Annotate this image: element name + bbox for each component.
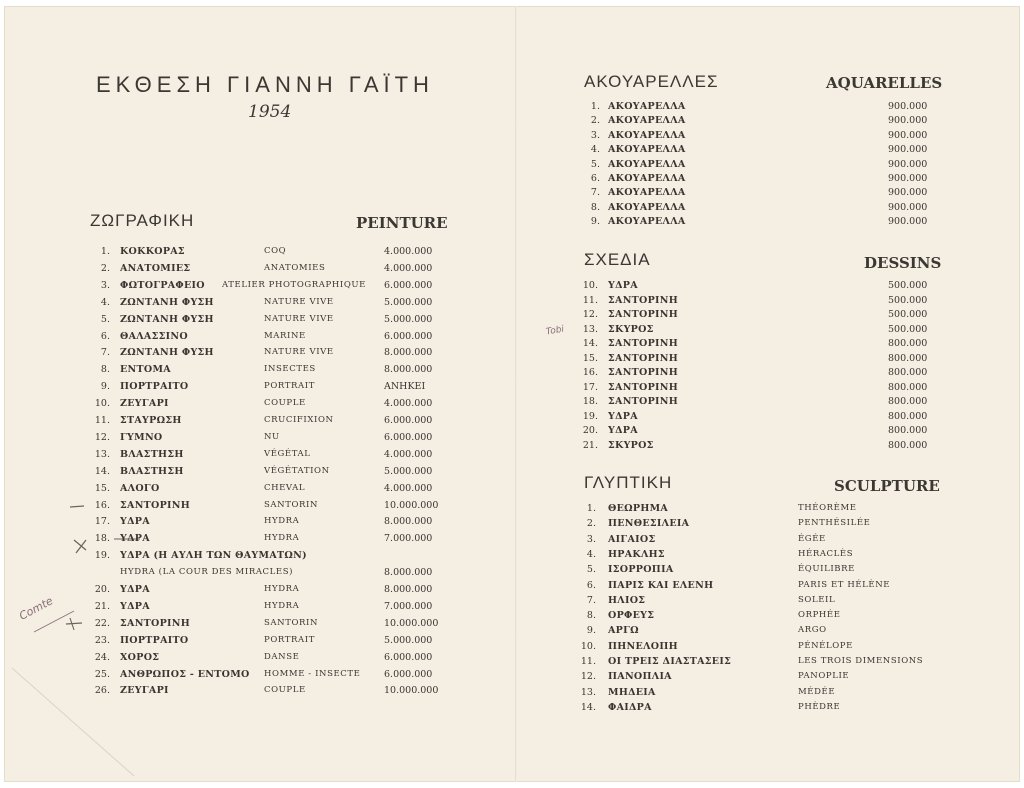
painting-greek-title: ΑΛΟΓΟ [120,483,160,494]
sculpture-row [4,549,1004,565]
sculpture-greek-title: ΑΙΓΑΙΟΣ [608,534,656,545]
painting-french-title: DANSE [264,652,300,662]
exhibition-price-list-sheet [4,6,1020,782]
painting-number: 19. [94,550,110,561]
watercolor-row [4,187,1004,203]
drawing-row [4,396,1004,412]
painting-price: 4.000.000 [384,398,433,409]
painting-greek-title: ΥΔΡΑ [120,533,150,544]
painting-french-title: NATURE VIVE [264,297,334,307]
painting-greek-title: ΓΥΜΝΟ [120,432,163,443]
painting-number: 21. [94,601,110,612]
drawing-row [4,280,1004,296]
drawing-number: 11. [582,295,598,306]
drawing-number: 16. [582,367,598,378]
painting-greek-title: ΥΔΡΑ [120,584,150,595]
sculpture-greek-title: ΙΣΟΡΡΟΠΙΑ [608,564,674,575]
painting-row [4,483,504,499]
drawing-price: 500.000 [888,280,928,291]
painting-number: 23. [94,635,110,646]
drawing-number: 21. [582,440,598,451]
painting-price: 6.000.000 [384,652,433,663]
sculpture-greek-title: ΗΡΑΚΛΗΣ [608,549,665,560]
sculpture-row [4,610,1004,626]
drawing-row [4,367,1004,383]
painting-price: 4.000.000 [384,449,433,460]
drawing-title: ΣΑΝΤΟΡΙΝΗ [608,396,679,407]
sculpture-number: 1. [586,503,596,514]
sculpture-row [4,595,1004,611]
painting-french-title: NATURE VIVE [264,347,334,357]
painting-french-title: HYDRA [264,584,300,594]
painting-number: 11. [94,415,110,426]
drawing-price: 800.000 [888,425,928,436]
drawing-number: 17. [582,382,598,393]
painting-number: 6. [100,331,110,342]
watercolors-heading-gr: ΑΚΟΥΑΡΕΛΛΕΣ [584,72,719,91]
drawing-price: 800.000 [888,396,928,407]
drawing-title: ΣΑΝΤΟΡΙΝΗ [608,382,679,393]
watercolor-row [4,144,1004,160]
sculpture-row [4,580,1004,596]
painting-number: 14. [94,466,110,477]
painting-greek-title: ΖΩΝΤΑΝΗ ΦΥΣΗ [120,314,214,325]
sculpture-number: 8. [586,610,596,621]
watercolor-price: 900.000 [888,159,928,170]
painting-number: 17. [94,516,110,527]
watercolor-price: 900.000 [888,130,928,141]
watercolors-heading-fr: AQUARELLES [826,74,943,92]
drawing-number: 13. [582,324,598,335]
painting-price: 6.000.000 [384,415,433,426]
sculpture-greek-title: ΠΑΝΟΠΛΙΑ [608,671,672,682]
sculpture-greek-title: ΟΙ ΤΡΕΙΣ ΔΙΑΣΤΑΣΕΙΣ [608,656,732,667]
painting-number: 20. [94,584,110,595]
painting-french-title: ATELIER PHOTOGRAPHIQUE [222,280,366,290]
drawing-title: ΣΑΝΤΟΡΙΝΗ [608,367,679,378]
painting-greek-title: ΖΩΝΤΑΝΗ ΦΥΣΗ [120,347,214,358]
painting-number: 1. [100,246,110,257]
painting-price: 10.000.000 [384,618,439,629]
sculpture-row [4,564,1004,580]
sculpture-french-title: ORPHÉE [798,610,841,620]
sculpture-greek-title: ΠΑΡΙΣ ΚΑΙ ΕΛΕΝΗ [608,580,714,591]
drawing-price: 500.000 [888,324,928,335]
watercolor-price: 900.000 [888,115,928,126]
painting-french-title: SANTORIN [264,500,319,510]
painting-french-title: COQ [264,246,287,256]
painting-heading-fr: PEINTURE [356,214,448,232]
watercolor-number: 9. [590,216,600,227]
watercolor-price: 900.000 [888,144,928,155]
sculpture-number: 7. [586,595,596,606]
painting-price: 5.000.000 [384,314,433,325]
sculpture-french-title: SOLEIL [798,595,836,605]
drawing-number: 14. [582,338,598,349]
painting-greek-title: ΧΟΡΟΣ [120,652,160,663]
drawings-heading-fr: DESSINS [864,254,942,272]
sculpture-number: 2. [586,518,596,529]
sculpture-french-title: ÉGÉE [798,534,826,544]
drawing-number: 15. [582,353,598,364]
painting-french-title: ANATOMIES [264,263,326,273]
painting-greek-title: ΚΟΚΚΟΡΑΣ [120,246,185,257]
painting-greek-title: ΖΕΥΓΑΡΙ [120,685,169,696]
painting-greek-title: ΥΔΡΑ [120,516,150,527]
painting-greek-title: ΑΝΑΤΟΜΙΕΣ [120,263,191,274]
drawing-title: ΥΔΡΑ [608,411,638,422]
painting-french-title: VÉGÉTATION [264,466,330,476]
painting-french-title: HOMME - INSECTE [264,669,361,679]
painting-number: 26. [94,685,110,696]
painting-price: 6.000.000 [384,331,433,342]
drawing-price: 800.000 [888,367,928,378]
painting-row [4,246,504,262]
painting-greek-title: ΣΑΝΤΟΡΙΝΗ [120,500,191,511]
painting-greek-title: ΣΤΑΥΡΩΣΗ [120,415,182,426]
painting-french-title: HYDRA (LA COUR DES MIRACLES) [120,567,294,577]
painting-greek-title: ΒΛΑΣΤΗΣΗ [120,466,184,477]
painting-price: 4.000.000 [384,246,433,257]
watercolor-number: 7. [590,187,600,198]
drawing-title: ΣΑΝΤΟΡΙΝΗ [608,338,679,349]
sculpture-row [4,656,1004,672]
painting-french-title: NATURE VIVE [264,314,334,324]
drawing-title: ΣΚΥΡΟΣ [608,324,654,335]
drawing-row [4,309,1004,325]
painting-heading-gr: ΖΩΓΡΑΦΙΚΗ [90,211,195,230]
painting-greek-title: ΖΩΝΤΑΝΗ ΦΥΣΗ [120,297,214,308]
drawing-title: ΣΑΝΤΟΡΙΝΗ [608,295,679,306]
painting-price: 5.000.000 [384,466,433,477]
sculpture-number: 14. [580,702,596,713]
painting-number: 25. [94,669,110,680]
painting-price: 4.000.000 [384,263,433,274]
painting-number: 18. [94,533,110,544]
painting-french-title: INSECTES [264,364,316,374]
painting-french-title: HYDRA [264,601,300,611]
painting-price: 5.000.000 [384,297,433,308]
watercolor-title: ΑΚΟΥΑΡΕΛΛΑ [608,173,686,184]
sculpture-greek-title: ΠΗΝΕΛΟΠΗ [608,641,678,652]
year: 1954 [248,102,292,122]
sculpture-number: 13. [580,687,596,698]
painting-greek-title: ΦΩΤΟΓΡΑΦΕΙΟ [120,280,205,291]
painting-number: 16. [94,500,110,511]
painting-price: 8.000.000 [384,364,433,375]
watercolor-number: 5. [590,159,600,170]
sculpture-row [4,503,1004,519]
drawings-heading-gr: ΣΧΕΔΙΑ [584,250,651,269]
painting-french-title: SANTORIN [264,618,319,628]
sculpture-french-title: HÉRACLÈS [798,549,854,559]
painting-number: 15. [94,483,110,494]
painting-french-title: CRUCIFIXION [264,415,334,425]
painting-greek-title: ΠΟΡΤΡΑΙΤΟ [120,381,189,392]
painting-number: 12. [94,432,110,443]
drawing-title: ΥΔΡΑ [608,280,638,291]
drawing-price: 800.000 [888,353,928,364]
painting-price: 7.000.000 [384,533,433,544]
painting-price: 7.000.000 [384,601,433,612]
drawing-price: 800.000 [888,440,928,451]
sculpture-row [4,671,1004,687]
sculpture-greek-title: ΘΕΩΡΗΜΑ [608,503,669,514]
sculpture-french-title: PENTHÉSILÉE [798,518,871,528]
painting-number: 8. [100,364,110,375]
painting-price: 8.000.000 [384,516,433,527]
sculpture-number: 9. [586,625,596,636]
watercolor-price: 900.000 [888,202,928,213]
painting-price: 10.000.000 [384,500,439,511]
sculpture-french-title: PANOPLIE [798,671,850,681]
watercolor-title: ΑΚΟΥΑΡΕΛΛΑ [608,202,686,213]
sculpture-heading-gr: ΓΛΥΠΤΙΚΗ [584,473,673,492]
sculpture-number: 6. [586,580,596,591]
drawing-title: ΣΚΥΡΟΣ [608,440,654,451]
watercolor-number: 6. [590,173,600,184]
drawing-number: 19. [582,411,598,422]
painting-price: 8.000.000 [384,567,433,578]
drawing-price: 800.000 [888,382,928,393]
painting-price: 4.000.000 [384,483,433,494]
sculpture-number: 10. [580,641,596,652]
painting-french-title: COUPLE [264,685,306,695]
sculpture-row [4,625,1004,641]
watercolor-number: 4. [590,144,600,155]
watercolor-title: ΑΚΟΥΑΡΕΛΛΑ [608,144,686,155]
watercolor-title: ΑΚΟΥΑΡΕΛΛΑ [608,187,686,198]
sculpture-number: 5. [586,564,596,575]
painting-row [4,466,504,482]
watercolor-number: 1. [590,101,600,112]
painting-price: 6.000.000 [384,432,433,443]
painting-greek-title: ΑΝΘΡΩΠΟΣ - ΕΝΤΟΜΟ [120,669,250,680]
painting-french-title: HYDRA [264,533,300,543]
painting-price: ΑΝΗΚΕΙ [384,381,426,392]
sculpture-number: 4. [586,549,596,560]
painting-price: 8.000.000 [384,584,433,595]
handwritten-note-left: Comte [17,594,56,623]
sculpture-greek-title: ΗΛΙΟΣ [608,595,646,606]
drawing-row [4,440,1004,456]
watercolor-row [4,115,1004,131]
painting-french-title: VÉGÉTAL [264,449,311,459]
sculpture-number: 12. [580,671,596,682]
painting-greek-title: ΘΑΛΑΣΣΙΝΟ [120,331,188,342]
drawing-price: 800.000 [888,411,928,422]
painting-french-title: HYDRA [264,516,300,526]
painting-greek-title: ΕΝΤΟΜΑ [120,364,171,375]
watercolor-title: ΑΚΟΥΑΡΕΛΛΑ [608,216,686,227]
painting-greek-title: ΥΔΡΑ [120,601,150,612]
painting-greek-title: ΣΑΝΤΟΡΙΝΗ [120,618,191,629]
drawing-price: 800.000 [888,338,928,349]
sculpture-french-title: PHÈDRE [798,702,841,712]
watercolor-number: 8. [590,202,600,213]
sculpture-row [4,702,1004,718]
painting-number: 5. [100,314,110,325]
watercolor-title: ΑΚΟΥΑΡΕΛΛΑ [608,101,686,112]
sculpture-french-title: MÉDÉE [798,687,836,697]
drawing-number: 18. [582,396,598,407]
watercolor-title: ΑΚΟΥΑΡΕΛΛΑ [608,159,686,170]
painting-price: 8.000.000 [384,347,433,358]
sculpture-greek-title: ΜΗΔΕΙΑ [608,687,656,698]
drawing-number: 20. [582,425,598,436]
watercolor-number: 3. [590,130,600,141]
sculpture-greek-title: ΟΡΦΕΥΣ [608,610,655,621]
painting-french-title: PORTRAIT [264,635,315,645]
painting-french-title: CHEVAL [264,483,306,493]
painting-number: 24. [94,652,110,663]
drawing-row [4,338,1004,354]
drawing-title: ΣΑΝΤΟΡΙΝΗ [608,309,679,320]
painting-number: 2. [100,263,110,274]
painting-greek-title: ΥΔΡΑ (Η ΑΥΛΗ ΤΩΝ ΘΑΥΜΑΤΩΝ) [120,550,307,561]
painting-french-title: COUPLE [264,398,306,408]
handwritten-note-drawings: Tobi [545,324,565,338]
painting-price: 6.000.000 [384,669,433,680]
sculpture-french-title: THÉORÈME [798,503,857,513]
drawing-price: 500.000 [888,309,928,320]
painting-french-title: MARINE [264,331,306,341]
watercolor-price: 900.000 [888,216,928,227]
painting-row [4,263,504,279]
sculpture-heading-fr: SCULPTURE [834,477,940,495]
painting-price: 5.000.000 [384,635,433,646]
painting-french-title: NU [264,432,280,442]
painting-french-title: PORTRAIT [264,381,315,391]
drawing-number: 12. [582,309,598,320]
painting-number: 4. [100,297,110,308]
painting-number: 3. [100,280,110,291]
sculpture-french-title: PARIS ET HÉLÈNE [798,580,891,590]
painting-number: 9. [100,381,110,392]
painting-greek-title: ΠΟΡΤΡΑΙΤΟ [120,635,189,646]
watercolor-price: 900.000 [888,173,928,184]
sculpture-row [4,641,1004,657]
sculpture-row [4,518,1004,534]
page-title: ΕΚΘΕΣΗ ΓΙΑΝΝΗ ΓΑΪΤΗ [96,72,434,97]
sculpture-greek-title: ΦΑΙΔΡΑ [608,702,652,713]
painting-greek-title: ΒΛΑΣΤΗΣΗ [120,449,184,460]
painting-number: 13. [94,449,110,460]
drawing-number: 10. [582,280,598,291]
sculpture-french-title: PÉNÉLOPE [798,641,853,651]
sculpture-french-title: LES TROIS DIMENSIONS [798,656,924,666]
watercolor-row [4,216,1004,232]
painting-greek-title: ΖΕΥΓΑΡΙ [120,398,169,409]
painting-number: 7. [100,347,110,358]
sculpture-row [4,687,1004,703]
watercolor-title: ΑΚΟΥΑΡΕΛΛΑ [608,130,686,141]
watercolor-title: ΑΚΟΥΑΡΕΛΛΑ [608,115,686,126]
sculpture-greek-title: ΑΡΓΩ [608,625,639,636]
sculpture-number: 11. [580,656,596,667]
watercolor-number: 2. [590,115,600,126]
drawing-title: ΣΑΝΤΟΡΙΝΗ [608,353,679,364]
watercolor-price: 900.000 [888,187,928,198]
drawing-title: ΥΔΡΑ [608,425,638,436]
painting-price: 10.000.000 [384,685,439,696]
drawing-price: 500.000 [888,295,928,306]
painting-number: 10. [94,398,110,409]
watercolor-price: 900.000 [888,101,928,112]
sculpture-greek-title: ΠΕΝΘΕΣΙΛΕΙΑ [608,518,690,529]
painting-number: 22. [94,618,110,629]
sculpture-row [4,534,1004,550]
drawing-row [4,425,1004,441]
sculpture-french-title: ÉQUILIBRE [798,564,855,574]
sculpture-french-title: ARGO [798,625,827,635]
painting-price: 6.000.000 [384,280,433,291]
sculpture-number: 3. [586,534,596,545]
